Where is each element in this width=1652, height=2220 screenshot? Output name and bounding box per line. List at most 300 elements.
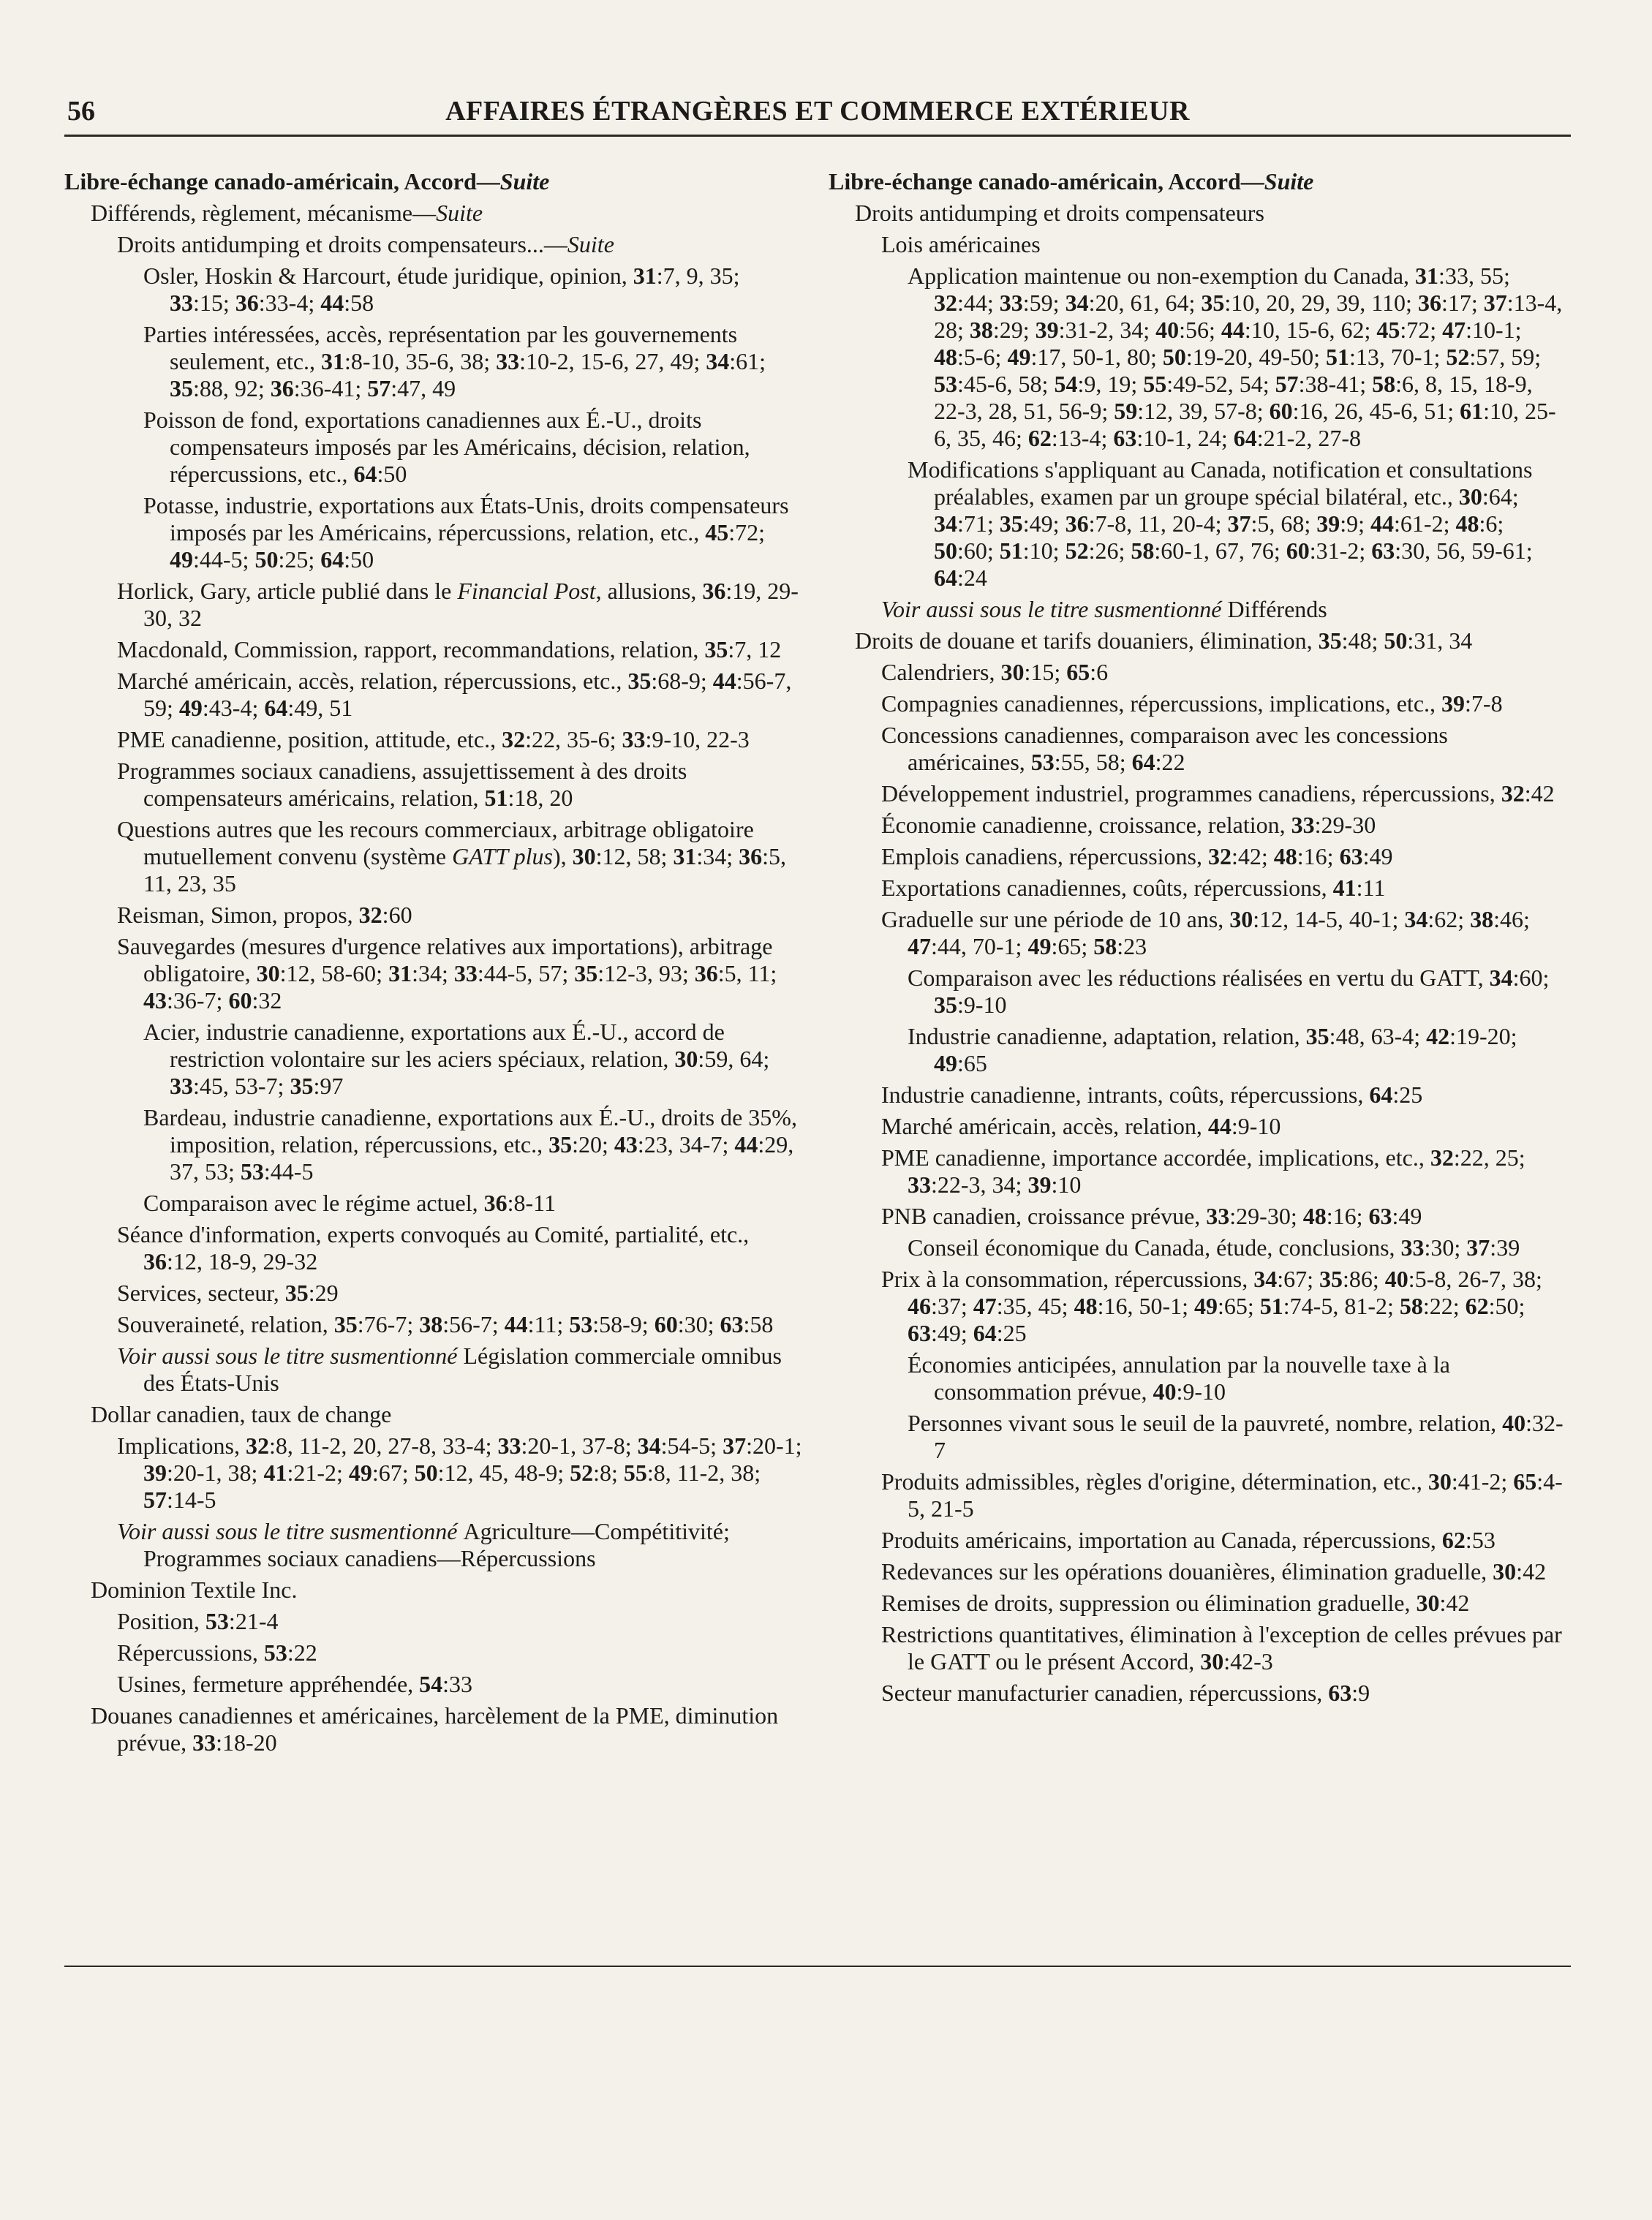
entry-text: Libre-échange canado-américain, Accord—	[64, 168, 500, 195]
entry-text: 64	[973, 1320, 997, 1346]
entry-text: :46;	[1493, 906, 1530, 932]
entry-text: :8-10, 35-6, 38;	[344, 348, 497, 374]
entry-text: 61	[1460, 398, 1484, 424]
entry-text: :61-2;	[1394, 510, 1456, 537]
entry-text: :26;	[1088, 537, 1131, 564]
entry-text: 44	[712, 668, 736, 694]
entry-text: :47, 49	[391, 375, 456, 401]
index-entry	[829, 812, 1567, 839]
entry-text: 62	[1441, 1527, 1466, 1553]
index-entry	[829, 780, 1567, 807]
entry-text: 30	[1000, 659, 1025, 685]
entry-text: :22	[1155, 749, 1185, 775]
entry-text: :11;	[527, 1311, 570, 1337]
entry-text: 59	[1114, 398, 1138, 424]
entry-text: :67;	[371, 1460, 415, 1486]
entry-text: Horlick, Gary, article publié dans le	[117, 578, 458, 604]
entry-text: :44-5	[263, 1158, 314, 1185]
entry-text: 40	[1153, 1378, 1177, 1405]
entry-text: 54	[419, 1671, 443, 1697]
footer-rule	[64, 1966, 1571, 1967]
entry-text: 55	[1143, 371, 1167, 397]
entry-text: 45	[1376, 317, 1400, 343]
index-entry	[64, 1608, 803, 1635]
entry-text: 41	[1332, 875, 1357, 901]
entry-text: :16, 50-1;	[1097, 1293, 1194, 1319]
entry-text: :60-1, 67, 76;	[1154, 537, 1286, 564]
entry-text: :42	[1524, 780, 1555, 807]
entry-text: :12, 18-9, 29-32	[167, 1248, 318, 1275]
entry-text: Implications,	[117, 1432, 246, 1459]
index-entry	[829, 690, 1567, 717]
entry-text: 55	[623, 1460, 647, 1486]
index-entry	[64, 578, 803, 632]
index-entry	[829, 875, 1567, 902]
entry-text: :65;	[1051, 933, 1094, 959]
entry-text: 60	[228, 987, 252, 1013]
index-entry	[829, 1266, 1567, 1347]
entry-text: 62	[1465, 1293, 1489, 1319]
entry-text: Secteur manufacturier canadien, répercussions,	[881, 1680, 1329, 1706]
entry-text: 30	[1200, 1648, 1224, 1675]
entry-text: 30	[674, 1046, 698, 1072]
entry-text: 33	[192, 1729, 216, 1756]
entry-text: 49	[934, 1050, 957, 1076]
entry-text: 36	[739, 843, 763, 869]
entry-text: 32	[1430, 1144, 1454, 1171]
entry-text: 33	[908, 1171, 931, 1198]
entry-text: :16;	[1326, 1203, 1369, 1229]
entry-text: :23, 34-7;	[637, 1131, 735, 1158]
entry-text: :14-5	[167, 1487, 216, 1513]
entry-text: Économie canadienne, croissance, relation,	[881, 812, 1291, 838]
entry-text: 36	[702, 578, 726, 604]
entry-text: :65;	[1218, 1293, 1260, 1319]
entry-text: :10-1;	[1466, 317, 1522, 343]
entry-text: Suite	[499, 168, 550, 195]
entry-text: 49	[1027, 933, 1052, 959]
entry-text: :20, 61, 64;	[1088, 290, 1202, 316]
entry-text: :50	[377, 461, 407, 487]
index-entry	[64, 726, 803, 753]
entry-text: 37	[723, 1432, 747, 1459]
entry-text: :49-52, 54;	[1166, 371, 1275, 397]
index-entry	[64, 1639, 803, 1666]
entry-text: :20;	[572, 1131, 614, 1158]
entry-text: 64	[1369, 1081, 1393, 1108]
entry-text: 50	[414, 1460, 438, 1486]
entry-text: 33	[622, 726, 646, 752]
entry-text: :30;	[1424, 1234, 1467, 1261]
entry-text: :20-1;	[746, 1432, 802, 1459]
entry-text: 64	[264, 695, 288, 721]
entry-text: 45	[705, 519, 729, 545]
index-entry	[64, 492, 803, 573]
entry-text: Conseil économique du Canada, étude, conclusions,	[908, 1234, 1401, 1261]
entry-text: :9	[1351, 1680, 1370, 1706]
entry-text: :9-10	[1231, 1113, 1281, 1139]
entry-text: :64;	[1482, 483, 1519, 510]
entry-text: :5, 11, 23, 35	[143, 843, 787, 896]
entry-text: Produits américains, importation au Canada, répercussions,	[881, 1527, 1442, 1553]
entry-text: :33-4;	[258, 290, 321, 316]
entry-text: :55, 58;	[1054, 749, 1132, 775]
entry-text: 42	[1426, 1023, 1450, 1049]
entry-text: Redevances sur les opérations douanières, élimination graduelle,	[881, 1558, 1493, 1585]
entry-text: 30	[256, 960, 280, 986]
entry-text: 31	[388, 960, 412, 986]
entry-text: 36	[1065, 510, 1089, 537]
entry-text: :42	[1439, 1590, 1470, 1616]
entry-text: :19, 29-30, 32	[143, 578, 799, 631]
entry-text: :21-2, 27-8	[1256, 425, 1361, 451]
entry-text: :7, 12	[728, 636, 782, 662]
index-entry	[64, 1432, 803, 1514]
index-column-left	[64, 168, 803, 1761]
entry-text: 31	[633, 263, 657, 289]
entry-text: Différends	[1227, 596, 1327, 622]
entry-text: 58	[1093, 933, 1117, 959]
entry-text: 33	[1400, 1234, 1425, 1261]
entry-text: 39	[1027, 1171, 1052, 1198]
entry-text: :44-5;	[193, 546, 255, 573]
index-entry	[829, 231, 1567, 258]
entry-text: Séance d'information, experts convoqués au Comité, partialité, etc.,	[117, 1221, 750, 1247]
index-entry	[829, 1558, 1567, 1585]
entry-text: Compagnies canadiennes, répercussions, implications, etc.,	[881, 690, 1442, 717]
entry-text: 63	[1113, 425, 1137, 451]
entry-text: :25	[1392, 1081, 1423, 1108]
entry-text: 33	[497, 1432, 521, 1459]
entry-text: 51	[484, 785, 508, 811]
entry-text: 30	[1458, 483, 1482, 510]
entry-text: :54-5;	[660, 1432, 723, 1459]
entry-text: :25;	[278, 546, 321, 573]
entry-text: 51	[1259, 1293, 1283, 1319]
index-entry	[64, 668, 803, 722]
entry-text: 34	[706, 348, 730, 374]
entry-text: 35	[934, 992, 957, 1018]
entry-text: :60;	[957, 537, 1000, 564]
entry-text: :49, 51	[287, 695, 353, 721]
entry-text: :42	[1516, 1558, 1547, 1585]
entry-text: Droits antidumping et droits compensateurs	[855, 200, 1264, 226]
entry-text: 34	[1404, 906, 1428, 932]
entry-text: :17, 50-1, 80;	[1030, 344, 1163, 370]
index-entry	[64, 1671, 803, 1698]
entry-text: :13-4, 28;	[934, 290, 1563, 343]
entry-text: 63	[1371, 537, 1395, 564]
entry-text: :86;	[1343, 1266, 1385, 1292]
index-entry	[829, 659, 1567, 686]
entry-text: 47	[1442, 317, 1466, 343]
entry-text: :5, 68;	[1251, 510, 1317, 537]
entry-text: :10-1, 24;	[1136, 425, 1234, 451]
entry-text: :10-2, 15-6, 27, 49;	[519, 348, 706, 374]
entry-text: 63	[1328, 1680, 1352, 1706]
entry-text: 33	[170, 290, 193, 316]
entry-text: :29-30	[1314, 812, 1376, 838]
entry-text: 33	[1291, 812, 1315, 838]
entry-text: 32	[245, 1432, 269, 1459]
entry-text: 35	[333, 1311, 358, 1337]
entry-text: 53	[240, 1158, 264, 1185]
entry-text: Économies anticipées, annulation par la nouvelle taxe à la consommation prévue,	[908, 1351, 1450, 1405]
entry-text: Prix à la consommation, répercussions,	[881, 1266, 1254, 1292]
page-title: AFFAIRES ÉTRANGÈRES ET COMMERCE EXTÉRIEUR	[445, 96, 1190, 127]
entry-text: :42-3	[1223, 1648, 1273, 1675]
entry-text: 39	[1316, 510, 1340, 537]
entry-text: 38	[419, 1311, 443, 1337]
entry-text: 44	[734, 1131, 758, 1158]
index-entry	[64, 902, 803, 929]
index-entry	[829, 1468, 1567, 1522]
index-entry	[64, 321, 803, 402]
entry-text: :16, 26, 45-6, 51;	[1292, 398, 1460, 424]
entry-text: 36	[270, 375, 294, 401]
entry-text: 39	[143, 1460, 167, 1486]
entry-text: 54	[1054, 371, 1078, 397]
index-entry	[64, 1221, 803, 1275]
entry-text: Suite	[436, 200, 483, 226]
entry-text: 57	[143, 1487, 167, 1513]
entry-text: :50	[344, 546, 374, 573]
entry-text: 58	[1131, 537, 1155, 564]
entry-text: PNB canadien, croissance prévue,	[881, 1203, 1207, 1229]
entry-text: :56-7;	[442, 1311, 505, 1337]
index-entry	[64, 1311, 803, 1338]
entry-text: 49	[1194, 1293, 1218, 1319]
entry-text: Agriculture—Compétitivité; Programmes sociaux canadiens—Répercussions	[143, 1518, 730, 1571]
index-entry	[829, 627, 1567, 654]
entry-text: Questions autres que les recours commerciaux, arbitrage obligatoire mutuellement convenu (système	[117, 816, 754, 869]
entry-text: 52	[1446, 344, 1470, 370]
index-entry	[64, 636, 803, 663]
entry-text: 52	[570, 1460, 594, 1486]
index-entry	[64, 407, 803, 488]
entry-text: 58	[1399, 1293, 1423, 1319]
entry-text: 50	[1162, 344, 1186, 370]
entry-text: 58	[1372, 371, 1396, 397]
entry-text: 30	[1416, 1590, 1440, 1616]
entry-text: :12-3, 93;	[597, 960, 695, 986]
entry-text: :10;	[1022, 537, 1065, 564]
entry-text: 48	[1302, 1203, 1327, 1229]
entry-text: Osler, Hoskin & Harcourt, étude juridique, opinion,	[143, 263, 633, 289]
entry-text: 36	[143, 1248, 167, 1275]
entry-text: 35	[1319, 1266, 1343, 1292]
entry-text: :11	[1356, 875, 1386, 901]
entry-text: :7, 9, 35;	[656, 263, 740, 289]
entry-text: :8;	[593, 1460, 624, 1486]
index-entry	[64, 200, 803, 227]
entry-text: 37	[1466, 1234, 1490, 1261]
entry-text: 36	[1417, 290, 1441, 316]
entry-text: :29;	[992, 317, 1036, 343]
entry-text: 43	[143, 987, 167, 1013]
entry-text: 31	[1415, 263, 1439, 289]
entry-text: :10, 25-6, 35, 46;	[934, 398, 1556, 451]
entry-text: 35	[548, 1131, 573, 1158]
entry-text: :19-20;	[1449, 1023, 1517, 1049]
entry-text: :72;	[728, 519, 766, 545]
entry-text: :49;	[931, 1320, 973, 1346]
entry-text: Voir aussi sous le titre susmentionné	[881, 596, 1228, 622]
entry-text: 63	[1339, 843, 1363, 869]
index-entry	[64, 1577, 803, 1604]
entry-text: :88, 92;	[193, 375, 271, 401]
entry-text: 43	[614, 1131, 638, 1158]
entry-text: :53	[1465, 1527, 1496, 1553]
entry-text: 49	[1007, 344, 1031, 370]
entry-text: Marché américain, accès, relation,	[881, 1113, 1208, 1139]
index-entry	[64, 1401, 803, 1428]
entry-text: Comparaison avec le régime actuel,	[143, 1190, 484, 1216]
entry-text: :9-10	[957, 992, 1007, 1018]
entry-text: :72;	[1400, 317, 1443, 343]
entry-text: :58	[743, 1311, 774, 1337]
entry-text: :10, 20, 29, 39, 110;	[1224, 290, 1418, 316]
index-entry	[829, 1144, 1567, 1198]
entry-text: :9;	[1340, 510, 1371, 537]
entry-text: :16;	[1297, 843, 1340, 869]
entry-text: :57, 59;	[1469, 344, 1542, 370]
entry-text: Législation commerciale omnibus des États-Unis	[143, 1343, 782, 1396]
entry-text: :65	[957, 1050, 987, 1076]
entry-text: 38	[1470, 906, 1494, 932]
index-entry	[829, 843, 1567, 870]
entry-text: 35	[999, 510, 1023, 537]
entry-text: Calendriers,	[881, 659, 1001, 685]
index-entry	[829, 596, 1567, 623]
entry-text: 57	[1275, 371, 1299, 397]
entry-text: Différends, règlement, mécanisme—	[91, 200, 437, 226]
entry-text: :56;	[1179, 317, 1221, 343]
entry-text: Industrie canadienne, adaptation, relation,	[908, 1023, 1306, 1049]
entry-text: :13-4;	[1051, 425, 1114, 451]
entry-text: :9-10	[1176, 1378, 1226, 1405]
entry-text: 50	[934, 537, 957, 564]
entry-text: Libre-échange canado-américain, Accord—	[829, 168, 1264, 195]
entry-text: 52	[1065, 537, 1089, 564]
entry-text: :12, 58-60;	[279, 960, 389, 986]
entry-text: Suite	[1264, 168, 1314, 195]
entry-text: 47	[973, 1293, 997, 1319]
entry-text: :45-6, 58;	[957, 371, 1055, 397]
entry-text: :19-20, 49-50;	[1185, 344, 1326, 370]
entry-text: :30;	[677, 1311, 720, 1337]
entry-text: 64	[934, 565, 957, 591]
index-entry	[829, 1203, 1567, 1230]
index-entry	[829, 906, 1567, 960]
entry-text: ),	[552, 843, 573, 869]
entry-text: :58	[344, 290, 374, 316]
index-entry	[829, 964, 1567, 1019]
entry-text: Graduelle sur une période de 10 ans,	[881, 906, 1230, 932]
entry-text: 36	[694, 960, 718, 986]
index-entry	[829, 456, 1567, 592]
entry-text: :6;	[1479, 510, 1504, 537]
entry-text: :41-2;	[1451, 1468, 1514, 1495]
entry-text: Voir aussi sous le titre susmentionné	[117, 1518, 464, 1544]
entry-text: Acier, industrie canadienne, exportations aux É.-U., accord de restriction volontaire sur les aciers spéciaux, relation,	[143, 1019, 725, 1072]
entry-text: Position,	[117, 1608, 205, 1634]
entry-text: :7-8, 11, 20-4;	[1088, 510, 1228, 537]
entry-text: 51	[999, 537, 1023, 564]
entry-text: Marché américain, accès, relation, répercussions, etc.,	[117, 668, 628, 694]
entry-text: Lois américaines	[881, 231, 1041, 257]
entry-text: Dollar canadien, taux de change	[91, 1401, 392, 1427]
entry-text: :30, 56, 59-61;	[1395, 537, 1533, 564]
index-entry	[64, 1518, 803, 1572]
entry-text: :61;	[729, 348, 766, 374]
entry-text: :59;	[1022, 290, 1065, 316]
entry-text: 53	[934, 371, 957, 397]
entry-text: :32	[252, 987, 282, 1013]
entry-text: :24	[957, 565, 987, 591]
entry-text: :20-1, 38;	[167, 1460, 264, 1486]
entry-text: :29, 37, 53;	[170, 1131, 794, 1185]
entry-text: :44, 70-1;	[931, 933, 1028, 959]
entry-text: 31	[673, 843, 697, 869]
entry-text: :39	[1490, 1234, 1520, 1261]
entry-text: 48	[1074, 1293, 1098, 1319]
entry-text: Sauvegardes (mesures d'urgence relatives aux importations), arbitrage obligatoire,	[117, 933, 773, 986]
entry-text: 62	[1027, 425, 1052, 451]
entry-text: :48, 63-4;	[1329, 1023, 1427, 1049]
entry-text: :45, 53-7;	[193, 1073, 290, 1099]
entry-text: :38-41;	[1298, 371, 1373, 397]
index-entry	[64, 1343, 803, 1397]
entry-text: :12, 45, 48-9;	[437, 1460, 570, 1486]
entry-text: 33	[170, 1073, 193, 1099]
entry-text: :17;	[1441, 290, 1484, 316]
entry-text: Personnes vivant sous le seuil de la pauvreté, nombre, relation,	[908, 1410, 1503, 1436]
entry-text: 53	[263, 1639, 287, 1666]
entry-text: 31	[321, 348, 345, 374]
entry-text: 40	[1155, 317, 1180, 343]
entry-text: Dominion Textile Inc.	[91, 1577, 298, 1603]
entry-text: :49	[1392, 1203, 1422, 1229]
entry-text: :9, 19;	[1077, 371, 1144, 397]
index-entry	[829, 1081, 1567, 1109]
index-entry	[829, 1234, 1567, 1261]
index-entry	[829, 1410, 1567, 1464]
entry-text: 50	[1384, 627, 1408, 654]
entry-text: :35, 45;	[996, 1293, 1074, 1319]
entry-text: :18-20	[216, 1729, 277, 1756]
index-entry	[829, 1621, 1567, 1675]
page-number: 56	[67, 96, 95, 127]
entry-text: Services, secteur,	[117, 1280, 285, 1306]
index-entry	[64, 816, 803, 897]
page-header	[64, 91, 1571, 137]
entry-text: 37	[1227, 510, 1251, 537]
index-entry	[64, 1702, 803, 1756]
entry-text: Voir aussi sous le titre susmentionné	[117, 1343, 464, 1369]
entry-text: Reisman, Simon, propos,	[117, 902, 359, 928]
entry-text: :23	[1117, 933, 1147, 959]
entry-text: :33	[442, 1671, 473, 1697]
entry-text: 53	[569, 1311, 593, 1337]
entry-text: :22-3, 34;	[931, 1171, 1028, 1198]
index-entry	[64, 1280, 803, 1307]
entry-text: :7-8	[1465, 690, 1503, 717]
entry-text: 34	[1065, 290, 1089, 316]
index-entry	[64, 231, 803, 258]
entry-text: 64	[353, 461, 377, 487]
entry-text: 33	[453, 960, 478, 986]
